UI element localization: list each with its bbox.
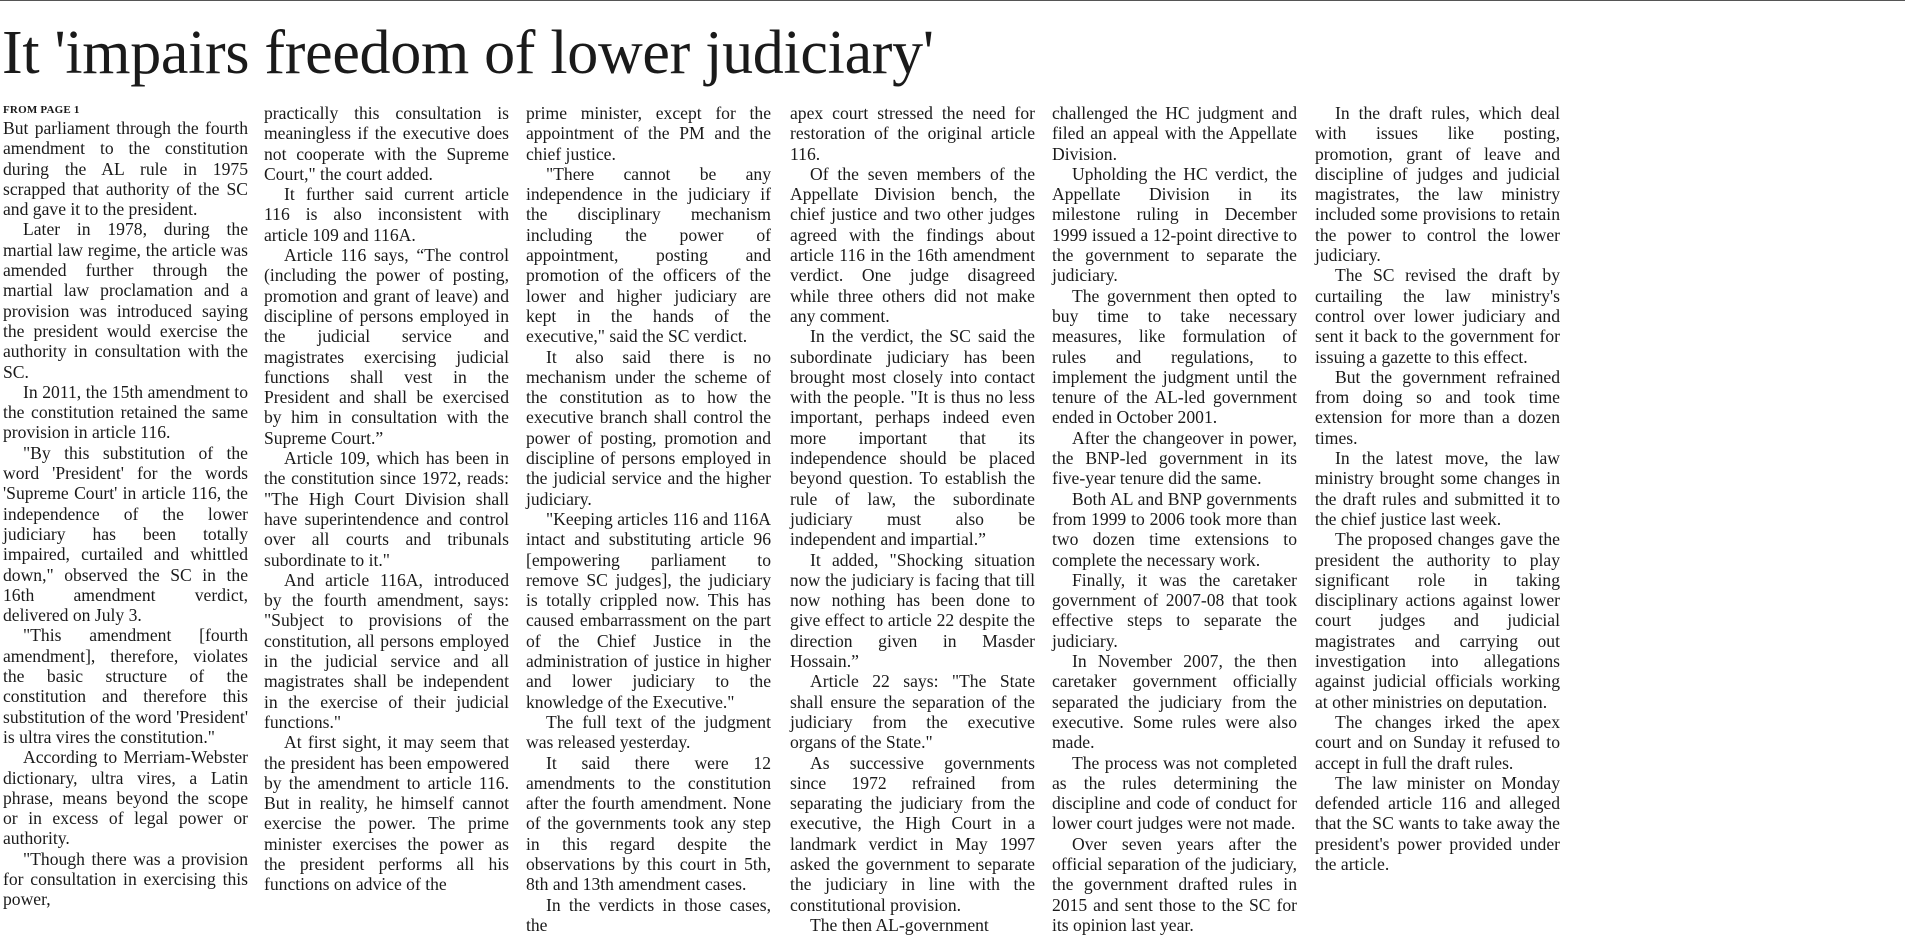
column-4 — [790, 103, 1035, 935]
paragraph: Both AL and BNP governments from 1999 to 2006 took more than two dozen time extensions to complete the necessary work. — [1052, 488, 1297, 570]
paragraph: And article 116A, introduced by the fourth amendment, says: "Subject to provisions of the constitution, all persons employed in the judicial service and all magistrates shall be independent in the exercise of their judicial functions." — [264, 569, 509, 732]
paragraph: But parliament through the fourth amendment to the constitution during the AL rule in 1975 scrapped that authority of the SC and gave it to the president. — [3, 118, 248, 220]
paragraph: Article 22 says: "The State shall ensure the separation of the judiciary from the executive organs of the State." — [790, 671, 1035, 753]
headline: It 'impairs freedom of lower judiciary' — [2, 19, 934, 87]
jump-label: FROM PAGE 1 — [3, 104, 80, 116]
paragraph: It said there were 12 amendments to the constitution after the fourth amendment. None of the governments took any step in this regard despite the observations by this court in 5th, 8th and 13th amendment cases. — [526, 752, 771, 895]
paragraph: "This amendment [fourth amendment], therefore, violates the basic structure of the constitution and therefore this substitution of the word 'President' is ultra vires the constitution." — [3, 625, 248, 747]
paragraph: Article 109, which has been in the constitution since 1972, reads: "The High Court Division shall have superintendence and control over all courts and tribunals subordinate to it." — [264, 448, 509, 570]
paragraph: The changes irked the apex court and on Sunday it refused to accept in full the draft rules. — [1315, 711, 1560, 773]
article-body — [3, 103, 1903, 935]
paragraph: The then AL-government — [810, 914, 989, 935]
column-5 — [1052, 103, 1297, 935]
paragraph: After the changeover in power, the BNP-led government in its five-year tenure did the same. — [1052, 427, 1297, 489]
paragraph: The law minister on Monday defended article 116 and alleged that the SC wants to take away the president's power provided under the article. — [1315, 772, 1560, 874]
paragraph: practically this consultation is meaningless if the executive does not cooperate with the Supreme Court," the court added. — [264, 103, 509, 184]
paragraph: Article 116 says, “The control (including the power of posting, promotion and grant of leave) and discipline of persons employed in the judicial service and magistrates exercising judicial functions shall vest in the President and shall be exercised by him in consultation with the Supreme Court.” — [264, 245, 509, 448]
paragraph: It added, "Shocking situation now the judiciary is facing that till now nothing has been done to give effect to article 22 despite the direction given in Masder Hossain.” — [790, 549, 1035, 672]
paragraph: The SC revised the draft by curtailing the law ministry's control over lower judiciary and sent it back to the government for issuing a gazette to this effect. — [1315, 265, 1560, 367]
paragraph: prime minister, except for the appointment of the PM and the chief justice. — [526, 103, 771, 164]
paragraph: Finally, it was the caretaker government of 2007-08 that took effective steps to separate the judiciary. — [1052, 569, 1297, 651]
paragraph: In the verdicts in those cases, the — [526, 894, 771, 935]
paragraph: Over seven years after the official separation of the judiciary, the government drafted rules in 2015 and sent those to the SC for its opinion last year. — [1052, 833, 1297, 935]
paragraph: Later in 1978, during the martial law regime, the article was amended further through the martial law proclamation and a provision was introduced saying the president would exercise the authority in consultation with the SC. — [3, 219, 248, 382]
paragraph: As successive governments since 1972 refrained from separating the judiciary from the executive, the High Court in a landmark verdict in May 1997 asked the government to separate the judiciary in line with the constitutional provision. — [790, 752, 1035, 915]
paragraph: challenged the HC judgment and filed an appeal with the Appellate Division. — [1052, 103, 1297, 164]
paragraph: It further said current article 116 is also inconsistent with article 109 and 116A. — [264, 184, 509, 245]
paragraph: The government then opted to buy time to take necessary measures, like formulation of rules and regulations, to implement the judgment until the tenure of the AL-led government ended in October 2001. — [1052, 285, 1297, 428]
paragraph: Upholding the HC verdict, the Appellate Division in its milestone ruling in December 1999 issued a 12-point directive to the government to separate the judiciary. — [1052, 163, 1297, 286]
column-3 — [526, 103, 771, 935]
paragraph: But the government refrained from doing so and took time extension for more than a dozen times. — [1315, 366, 1560, 448]
paragraph: The full text of the judgment was released yesterday. — [526, 711, 771, 753]
column-2 — [264, 103, 509, 895]
paragraph: According to Merriam-Webster dictionary, ultra vires, a Latin phrase, means beyond the scope or in excess of legal power or authority. — [3, 747, 248, 849]
paragraph: In 2011, the 15th amendment to the constitution retained the same provision in article 116. — [3, 381, 248, 443]
paragraph: "Though there was a provision for consultation in exercising this power, — [3, 848, 248, 910]
paragraph: "Keeping articles 116 and 116A intact and substituting article 96 [empowering parliament to remove SC judges], the judiciary is totally crippled now. This has caused embarrassment on the part of the Chief Justice in the administration of justice in higher and lower judiciary to the knowledge of the Executive." — [526, 508, 771, 712]
column-1 — [3, 103, 248, 910]
paragraph: Of the seven members of the Appellate Division bench, the chief justice and two other judges agreed with the findings about article 116 in the 16th amendment verdict. One judge disagreed while three others did not make any comment. — [790, 163, 1035, 326]
top-rule — [0, 0, 1905, 4]
paragraph: It also said there is no mechanism under the scheme of the constitution as to how the executive branch shall control the power of posting, promotion and discipline of persons employed in the judicial service and the higher judiciary. — [526, 346, 771, 509]
paragraph: apex court stressed the need for restoration of the original article 116. — [790, 103, 1035, 164]
paragraph: "By this substitution of the word 'President' for the words 'Supreme Court' in article 116, the independence of the lower judiciary has been totally impaired, curtailed and whittled down," observed the SC in the 16th amendment verdict, delivered on July 3. — [3, 442, 248, 626]
paragraph: In the draft rules, which deal with issues like posting, promotion, grant of leave and discipline of judges and judicial magistrates, the law ministry included some provisions to retain the power to control the lower judiciary. — [1315, 103, 1560, 266]
paragraph: In the verdict, the SC said the subordinate judiciary has been brought most closely into contact with the people. "It is thus no less important, perhaps indeed even more important that its independence should be placed beyond question. To establish the rule of law, the subordinate judiciary must also be independent and impartial.” — [790, 326, 1035, 550]
paragraph: The proposed changes gave the president the authority to play significant role in taking disciplinary actions against lower court judges and judicial magistrates and carrying out investigation into allegations against judicial officials working at other ministries on deputation. — [1315, 529, 1560, 712]
paragraph: The process was not completed as the rules determining the discipline and code of conduct for lower court judges were not made. — [1052, 752, 1297, 834]
paragraph: In the latest move, the law ministry brought some changes in the draft rules and submitted it to the chief justice last week. — [1315, 448, 1560, 529]
paragraph: At first sight, it may seem that the president has been empowered by the amendment to article 116. But in reality, he himself cannot exercise the power. The prime minister exercises the power as the president performs all his functions on advice of the — [264, 732, 509, 895]
paragraph: "There cannot be any independence in the judiciary if the disciplinary mechanism including the power of appointment, posting and promotion of the officers of the lower and higher judiciary are kept in the hands of the executive," said the SC verdict. — [526, 163, 771, 347]
paragraph: In November 2007, the then caretaker government officially separated the judiciary from the executive. Some rules were also made. — [1052, 651, 1297, 753]
column-6 — [1315, 103, 1560, 874]
